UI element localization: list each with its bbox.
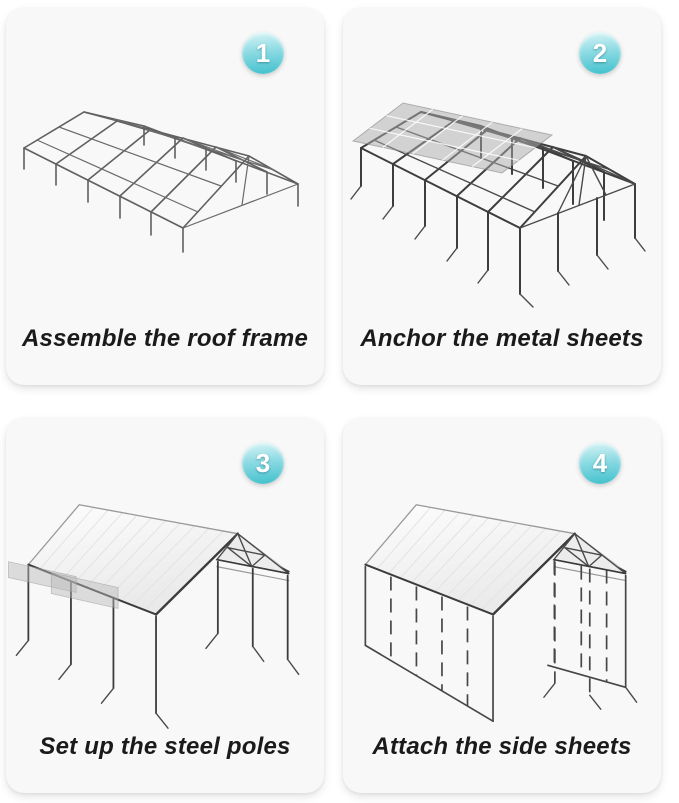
step-card-3: [6, 418, 324, 793]
step-1-number-badge: [242, 32, 284, 74]
step-2-caption: Anchor the metal sheets: [360, 325, 644, 352]
step-4-caption: Attach the side sheets: [372, 733, 632, 760]
step-number: 1: [255, 38, 271, 68]
step-number: 4: [592, 448, 608, 478]
step-number: 3: [255, 448, 271, 478]
step-card-4: [343, 418, 661, 793]
step-number: 2: [592, 38, 608, 68]
step-card-2: [343, 8, 661, 385]
step-1-caption: Assemble the roof frame: [21, 325, 308, 352]
step-3-caption: Set up the steel poles: [39, 733, 291, 760]
step-card-1: [6, 8, 324, 385]
step-3-number-badge: [242, 442, 284, 484]
step-4-number-badge: [579, 442, 621, 484]
step-2-number-badge: [579, 32, 621, 74]
